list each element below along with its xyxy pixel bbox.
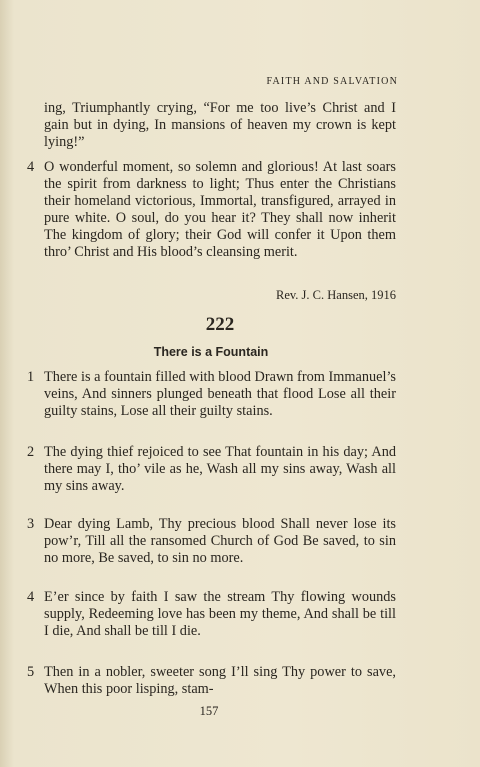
verse-text: There is a fountain filled with blood Drawn from Immanuel’s veins, And sinners plunged beneath that flood Lose all their guilty stains, Lose all their guilty stains. bbox=[44, 369, 396, 419]
verse-text: The dying thief rejoiced to see That fountain in his day; And there may I, tho’ vile as he, Wash all my sins away, Wash all my sins away. bbox=[44, 444, 396, 494]
hymn-verse-1 bbox=[27, 369, 396, 420]
verse-number: 2 bbox=[27, 444, 35, 460]
hymn-number: 222 bbox=[205, 314, 235, 335]
verse-number: 5 bbox=[27, 664, 35, 680]
hymn-title: There is a Fountain bbox=[153, 345, 269, 359]
continued-verse-text: ing, Triumphantly crying, “For me too live’s Christ and I gain but in dying, In mansions of heaven my crown is kept lying!” bbox=[44, 100, 396, 150]
hymn-verse-5 bbox=[27, 664, 396, 698]
hymn-verse-3 bbox=[27, 516, 396, 567]
verse-text: Dear dying Lamb, Thy precious blood Shall never lose its pow’r, Till all the ransomed Church of God Be saved, to sin no more, Be saved, to sin no more. bbox=[44, 516, 396, 566]
hymn-verse-4 bbox=[27, 589, 396, 640]
page-number: 157 bbox=[199, 704, 219, 718]
verse-text: O wonderful moment, so solemn and glorious! At last soars the spirit from darkness to light; Thus enter the Christians their homeland victorious, Immortal, transfigured, arrayed in pure white. O soul, do you hear it? They shall now inherit The kingdom of glory; their God will confer it Upon them thro’ Christ and His blood’s cleansing merit. bbox=[44, 159, 396, 260]
running-head: FAITH AND SALVATION bbox=[266, 76, 398, 87]
verse-number: 3 bbox=[27, 516, 35, 532]
verse-number: 1 bbox=[27, 369, 35, 385]
previous-hymn-verse-4 bbox=[27, 159, 396, 261]
verse-number: 4 bbox=[27, 589, 35, 605]
verse-number: 4 bbox=[27, 159, 35, 175]
verse-text: Then in a nobler, sweeter song I’ll sing Thy power to save, When this poor lisping, stam- bbox=[44, 664, 396, 697]
author-credit: Rev. J. C. Hansen, 1916 bbox=[275, 288, 396, 302]
verse-text: E’er since by faith I saw the stream Thy flowing wounds supply, Redeeming love has been my theme, And shall be till I die, And shall be till I die. bbox=[44, 589, 396, 639]
hymn-verse-2 bbox=[27, 444, 396, 495]
